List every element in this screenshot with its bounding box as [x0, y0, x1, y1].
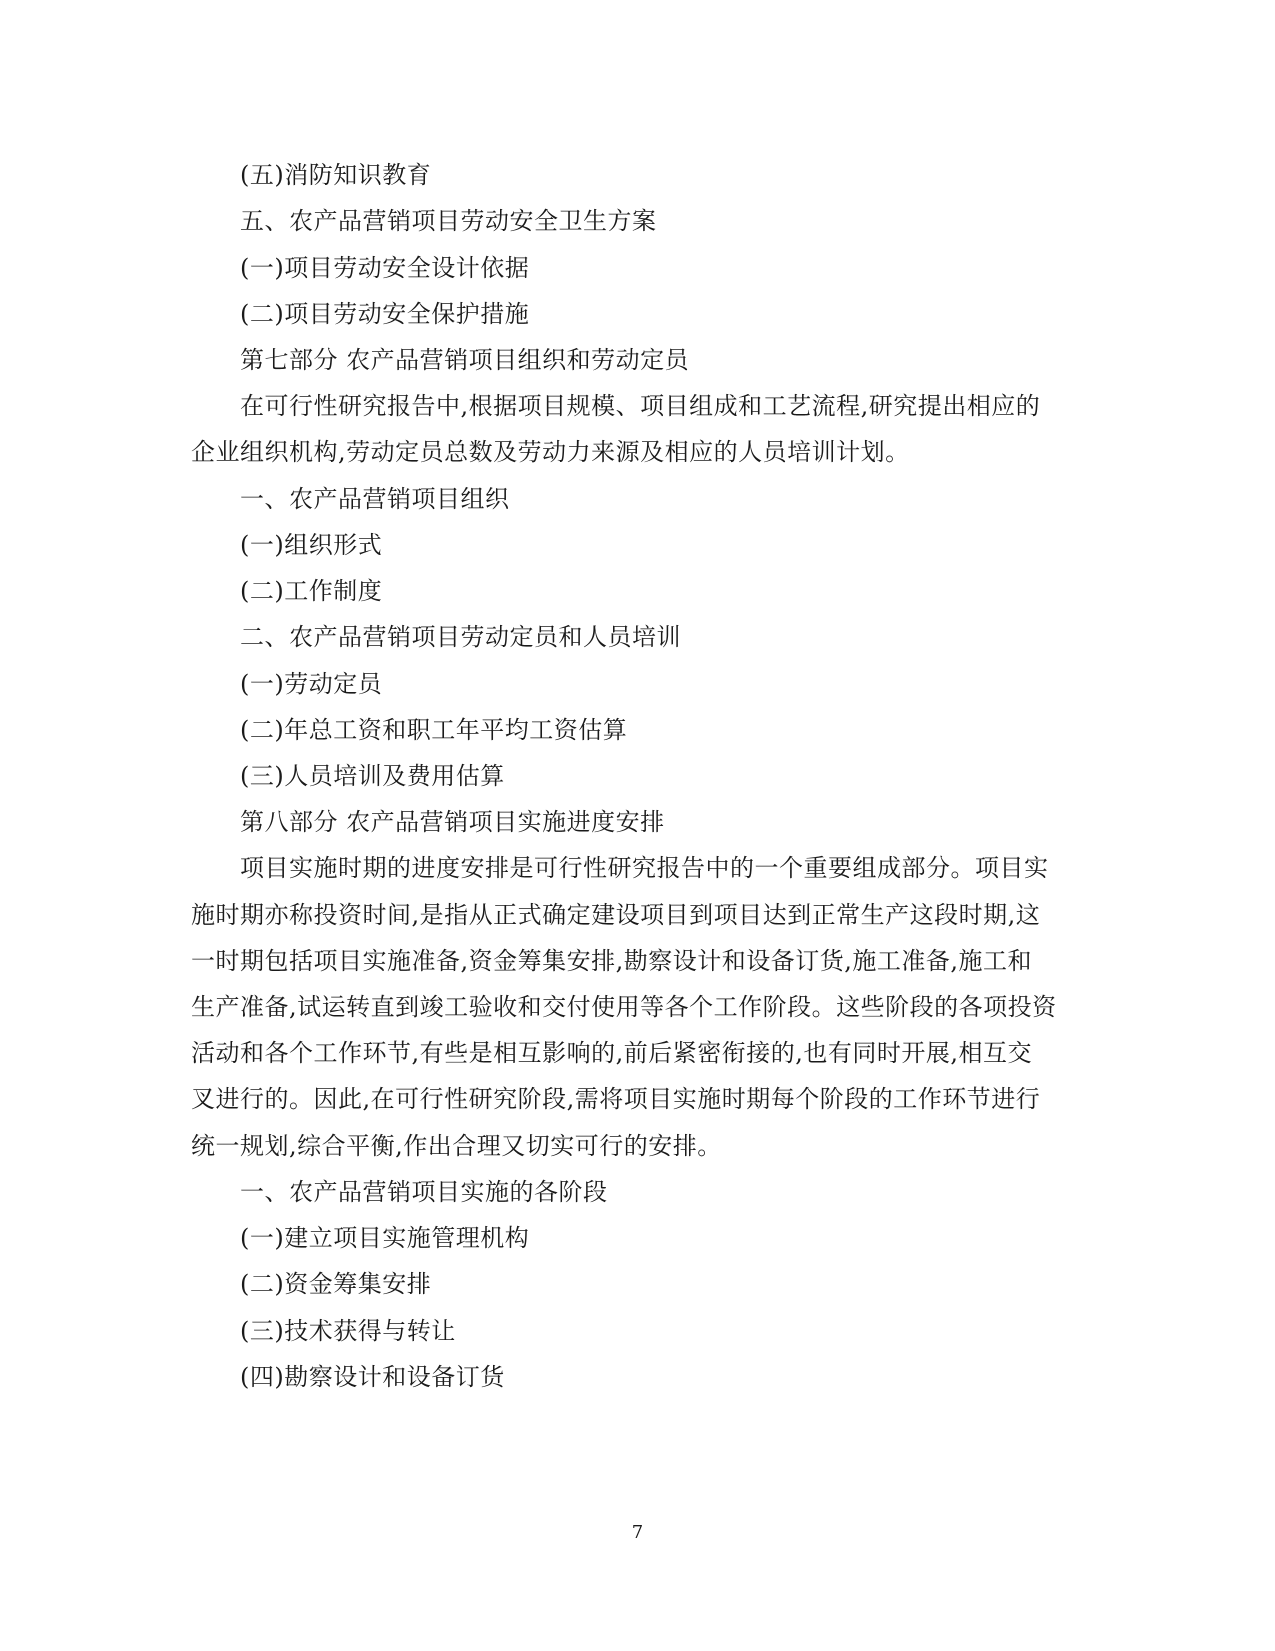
paragraph-line: 统一规划,综合平衡,作出合理又切实可行的安排。 — [191, 1132, 722, 1160]
paragraph-line: 生产准备,试运转直到竣工验收和交付使用等各个工作阶段。这些阶段的各项投资 — [191, 993, 1057, 1021]
section-heading: 一、农产品营销项目实施的各阶段 — [240, 1178, 608, 1206]
paragraph-line: 一时期包括项目实施准备,资金筹集安排,勘察设计和设备订货,施工准备,施工和 — [191, 947, 1033, 975]
text-line: (一)劳动定员 — [240, 670, 383, 698]
paragraph-line: 施时期亦称投资时间,是指从正式确定建设项目到项目达到正常生产这段时期,这 — [191, 901, 1041, 929]
text-line: (一)项目劳动安全设计依据 — [240, 254, 530, 282]
text-line: (三)人员培训及费用估算 — [240, 762, 505, 790]
section-heading: 一、农产品营销项目组织 — [240, 485, 510, 513]
section-heading: 二、农产品营销项目劳动定员和人员培训 — [240, 623, 681, 651]
text-line: (二)工作制度 — [240, 577, 383, 605]
text-line: (三)技术获得与转让 — [240, 1317, 456, 1345]
text-line: (二)年总工资和职工年平均工资估算 — [240, 716, 628, 744]
part-heading: 第八部分 农产品营销项目实施进度安排 — [240, 808, 665, 836]
text-line: (二)项目劳动安全保护措施 — [240, 300, 530, 328]
paragraph-line: 叉进行的。因此,在可行性研究阶段,需将项目实施时期每个阶段的工作环节进行 — [191, 1085, 1041, 1113]
text-line: (二)资金筹集安排 — [240, 1270, 432, 1298]
text-line: (一)组织形式 — [240, 531, 383, 559]
page-number: 7 — [631, 1522, 644, 1543]
paragraph-line: 在可行性研究报告中,根据项目规模、项目组成和工艺流程,研究提出相应的 — [240, 392, 1041, 420]
text-line: (四)勘察设计和设备订货 — [240, 1363, 505, 1391]
section-heading: 五、农产品营销项目劳动安全卫生方案 — [240, 207, 657, 235]
part-heading: 第七部分 农产品营销项目组织和劳动定员 — [240, 346, 690, 374]
text-line: (一)建立项目实施管理机构 — [240, 1224, 530, 1252]
paragraph-line: 企业组织机构,劳动定员总数及劳动力来源及相应的人员培训计划。 — [191, 438, 910, 466]
paragraph-line: 项目实施时期的进度安排是可行性研究报告中的一个重要组成部分。项目实 — [240, 854, 1049, 882]
text-line: (五)消防知识教育 — [240, 161, 432, 189]
paragraph-line: 活动和各个工作环节,有些是相互影响的,前后紧密衔接的,也有同时开展,相互交 — [191, 1039, 1033, 1067]
